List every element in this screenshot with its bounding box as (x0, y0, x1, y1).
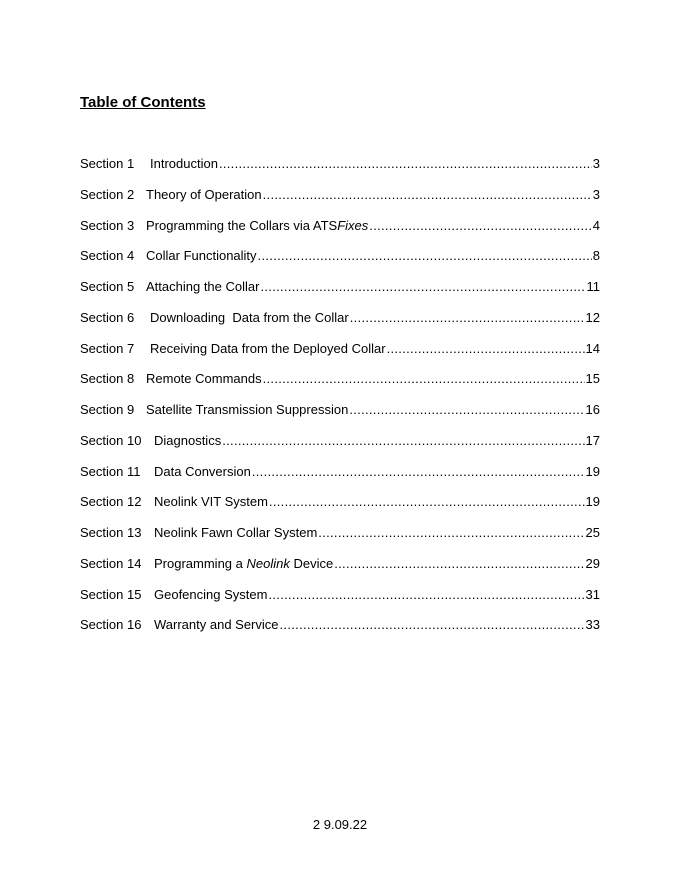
toc-entry-title-text: Programming a (154, 555, 247, 571)
toc-section-number: Section 7 (80, 340, 135, 356)
toc-entry-title-italic: Neolink (246, 555, 290, 571)
page-footer: 2 9.09.22 (312, 817, 368, 832)
toc-section-number: Section 5 (80, 279, 135, 294)
toc-section-number: Section 4 (80, 248, 135, 264)
toc-page-number: 16 (585, 402, 600, 417)
toc-entry-title: Remote Commands (146, 371, 262, 387)
toc-entry-title: Warranty and Service (154, 617, 279, 633)
toc-entry-title (154, 554, 333, 574)
toc-entry-title: Collar Functionality (146, 248, 257, 264)
toc-entry[interactable] (80, 277, 600, 308)
toc-entry[interactable] (80, 308, 600, 339)
toc-dot-leader (268, 585, 584, 605)
toc-dot-leader (349, 400, 584, 420)
toc-dot-leader (269, 492, 585, 512)
toc-dot-leader (318, 523, 584, 543)
toc-heading: Table of Contents (80, 94, 206, 111)
toc-entry-title: Neolink Fawn Collar System (154, 525, 318, 540)
toc-entry[interactable] (80, 462, 600, 493)
toc-page-number: 12 (585, 309, 600, 325)
toc-dot-leader (258, 246, 592, 266)
toc-page-number: 19 (585, 463, 600, 479)
toc-entry-title: Receiving Data from the Deployed Collar (150, 340, 386, 356)
toc-entry-title-italic: Fixes (337, 217, 369, 233)
toc-page-number: 15 (585, 371, 600, 387)
toc-entry[interactable] (80, 492, 600, 523)
toc-page-number: 3 (592, 156, 600, 171)
toc-page-number: 17 (585, 432, 600, 448)
toc-dot-leader (369, 216, 591, 236)
toc-page-number: 31 (585, 586, 600, 602)
toc-page-number: 25 (585, 525, 600, 540)
toc-entry-title-text: Device (289, 555, 334, 571)
toc-entry[interactable] (80, 154, 600, 185)
toc-entry-title: Data Conversion (154, 463, 251, 479)
toc-dot-leader (350, 308, 585, 328)
toc-entry[interactable] (80, 554, 600, 585)
toc-entry-title: Geofencing System (154, 586, 268, 602)
toc-dot-leader (263, 369, 585, 389)
toc-entry-title: Satellite Transmission Suppression (146, 402, 349, 417)
toc-entry-title: Neolink VIT System (154, 494, 268, 510)
toc-section-number: Section 9 (80, 402, 135, 417)
toc-dot-leader (222, 431, 584, 451)
toc-dot-leader (263, 185, 592, 205)
toc-entry-title: Attaching the Collar (146, 279, 260, 294)
toc-entry[interactable] (80, 246, 600, 277)
toc-page-number: 4 (592, 217, 600, 233)
toc-entry[interactable] (80, 523, 600, 554)
toc-page-number: 19 (585, 494, 600, 510)
toc-entry[interactable] (80, 369, 600, 400)
toc-entry-title: Downloading Data from the Collar (150, 309, 349, 325)
toc-section-number: Section 16 (80, 617, 142, 633)
toc-page-number: 11 (586, 279, 600, 294)
toc-entry[interactable] (80, 615, 600, 646)
toc-section-number: Section 14 (80, 555, 142, 571)
toc-dot-leader (334, 554, 584, 574)
toc-entry-title: Diagnostics (154, 432, 222, 448)
toc-list (80, 154, 600, 646)
toc-entry[interactable] (80, 400, 600, 431)
toc-section-number: Section 11 (80, 463, 141, 479)
toc-entry-title: Theory of Operation (146, 186, 262, 202)
toc-page-number: 8 (592, 248, 600, 264)
toc-entry[interactable] (80, 339, 600, 370)
toc-dot-leader (387, 339, 585, 359)
toc-section-number: Section 12 (80, 494, 142, 510)
toc-entry[interactable] (80, 431, 600, 462)
toc-section-number: Section 6 (80, 309, 135, 325)
toc-section-number: Section 3 (80, 217, 135, 233)
toc-entry[interactable] (80, 585, 600, 616)
toc-dot-leader (280, 615, 585, 635)
toc-section-number: Section 10 (80, 432, 142, 448)
toc-dot-leader (252, 462, 585, 482)
toc-dot-leader (260, 277, 585, 297)
toc-section-number: Section 2 (80, 186, 135, 202)
toc-section-number: Section 1 (80, 156, 135, 171)
toc-entry[interactable] (80, 185, 600, 216)
toc-entry[interactable] (80, 216, 600, 247)
toc-section-number: Section 13 (80, 525, 142, 540)
toc-page-number: 33 (585, 617, 600, 633)
toc-entry-title-text: Programming the Collars via ATS (146, 217, 338, 233)
toc-entry-title (146, 216, 368, 236)
toc-page-number: 29 (585, 555, 600, 571)
toc-section-number: Section 8 (80, 371, 135, 387)
toc-page-number: 3 (592, 186, 600, 202)
toc-entry-title: Introduction (150, 156, 218, 171)
toc-page-number: 14 (585, 340, 600, 356)
toc-section-number: Section 15 (80, 586, 142, 602)
toc-dot-leader (219, 154, 592, 174)
